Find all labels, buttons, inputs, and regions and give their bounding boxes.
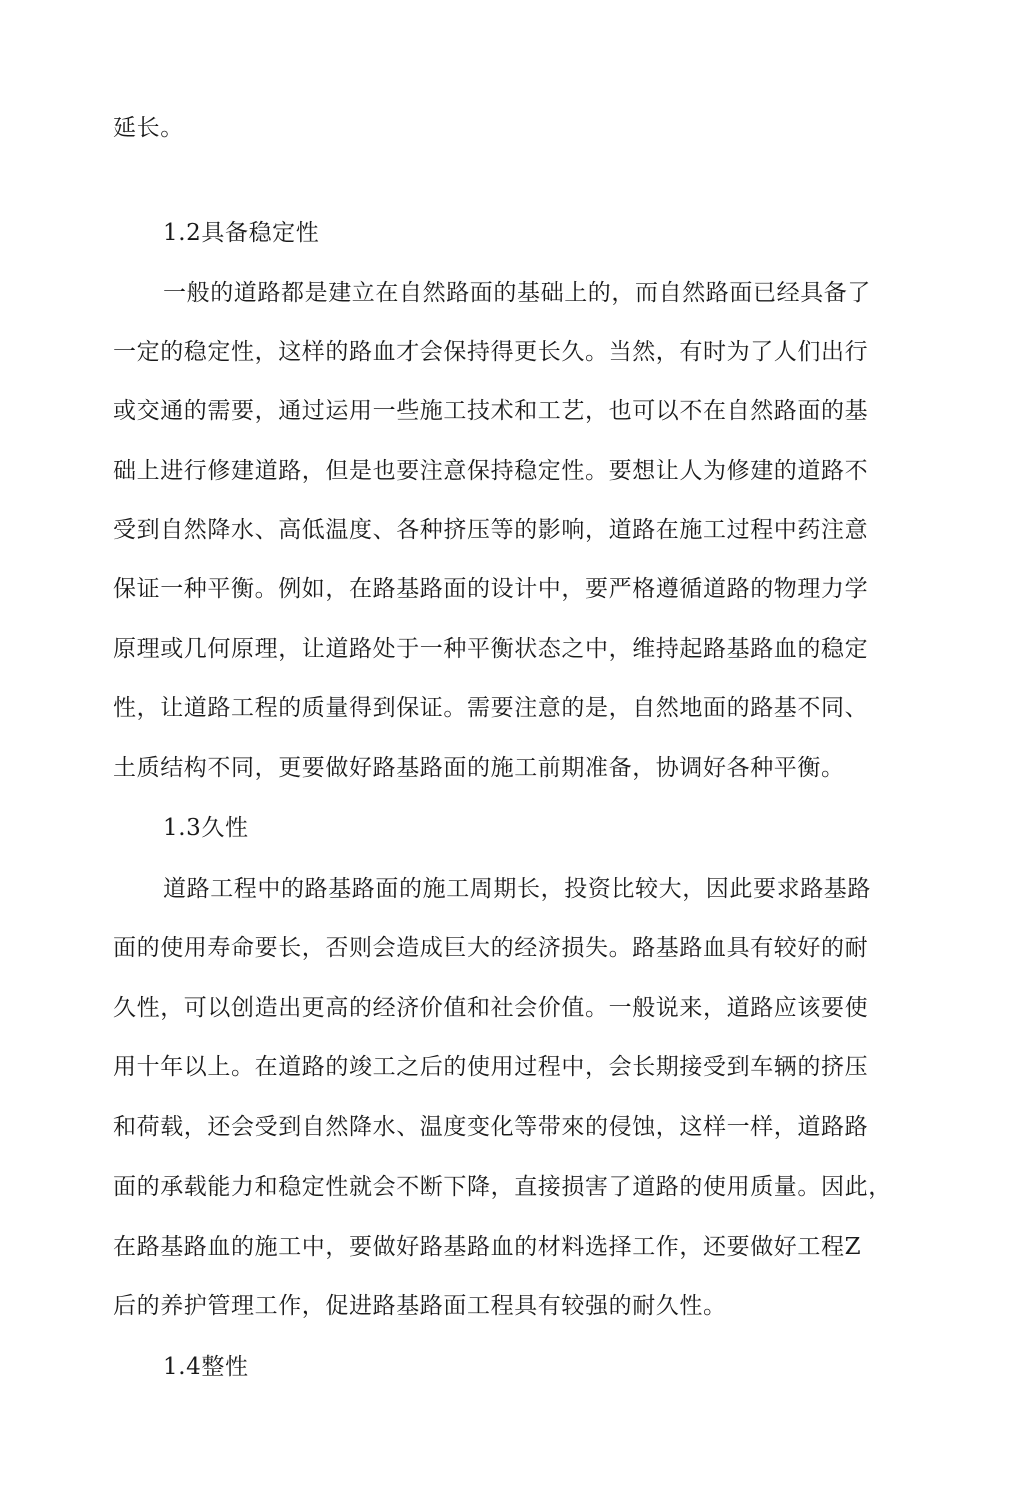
paragraph-line: 在路基路血的施工中，要做好路基路血的材料选择工作，还要做好工程Z: [113, 1234, 862, 1260]
paragraph-line: 础上进行修建道路，但是也要注意保持稳定性。要想让人为修建的道路不: [113, 458, 869, 484]
paragraph-line: 面的使用寿命要长，否则会造成巨大的经济损失。路基路血具有较好的耐: [113, 935, 869, 961]
continuation-text: 延长。: [113, 115, 184, 141]
paragraph-line: 道路工程中的路基路面的施工周期长，投资比较大，因此要求路基路: [163, 876, 871, 902]
paragraph-line: 保证一种平衡。例如，在路基路面的设计中，要严格遵循道路的物理力学: [113, 576, 869, 602]
paragraph-line: 久性，可以创造出更高的经济价值和社会价值。一般说来，道路应该要使: [113, 995, 869, 1021]
paragraph-line: 一般的道路都是建立在自然路面的基础上的，而自然路面已经具备了: [163, 280, 871, 306]
paragraph-line: 或交通的需要，通过运用一些施工技术和工艺，也可以不在自然路面的基: [113, 398, 869, 424]
paragraph-line: 性，让道路工程的质量得到保证。需要注意的是，自然地面的路基不同、: [113, 695, 869, 721]
section-heading-1-4: 1.4整性: [163, 1354, 249, 1380]
section-heading-1-3: 1.3久性: [163, 815, 249, 841]
paragraph-line: 后的养护管理工作，促进路基路面工程具有较强的耐久性。: [113, 1293, 727, 1319]
paragraph-line: 和荷载，还会受到自然降水、温度变化等带來的侵蚀，这样一样，道路路: [113, 1114, 869, 1140]
paragraph-line: 面的承载能力和稳定性就会不断下降，直接损害了道路的使用质量。因此，: [113, 1174, 892, 1200]
section-heading-1-2: 1.2具备稳定性: [163, 220, 320, 246]
paragraph-line: 原理或几何原理，让道路处于一种平衡状态之中，维持起路基路血的稳定: [113, 636, 869, 662]
paragraph-line: 用十年以上。在道路的竣工之后的使用过程中，会长期接受到车辆的挤压: [113, 1054, 869, 1080]
paragraph-line: 受到自然降水、高低温度、各种挤压等的影响，道路在施工过程中药注意: [113, 517, 869, 543]
paragraph-line: 土质结构不同，更要做好路基路面的施工前期准备，协调好各种平衡。: [113, 755, 845, 781]
paragraph-line: 一定的稳定性，这样的路血才会保持得更长久。当然，有时为了人们出行: [113, 339, 869, 365]
